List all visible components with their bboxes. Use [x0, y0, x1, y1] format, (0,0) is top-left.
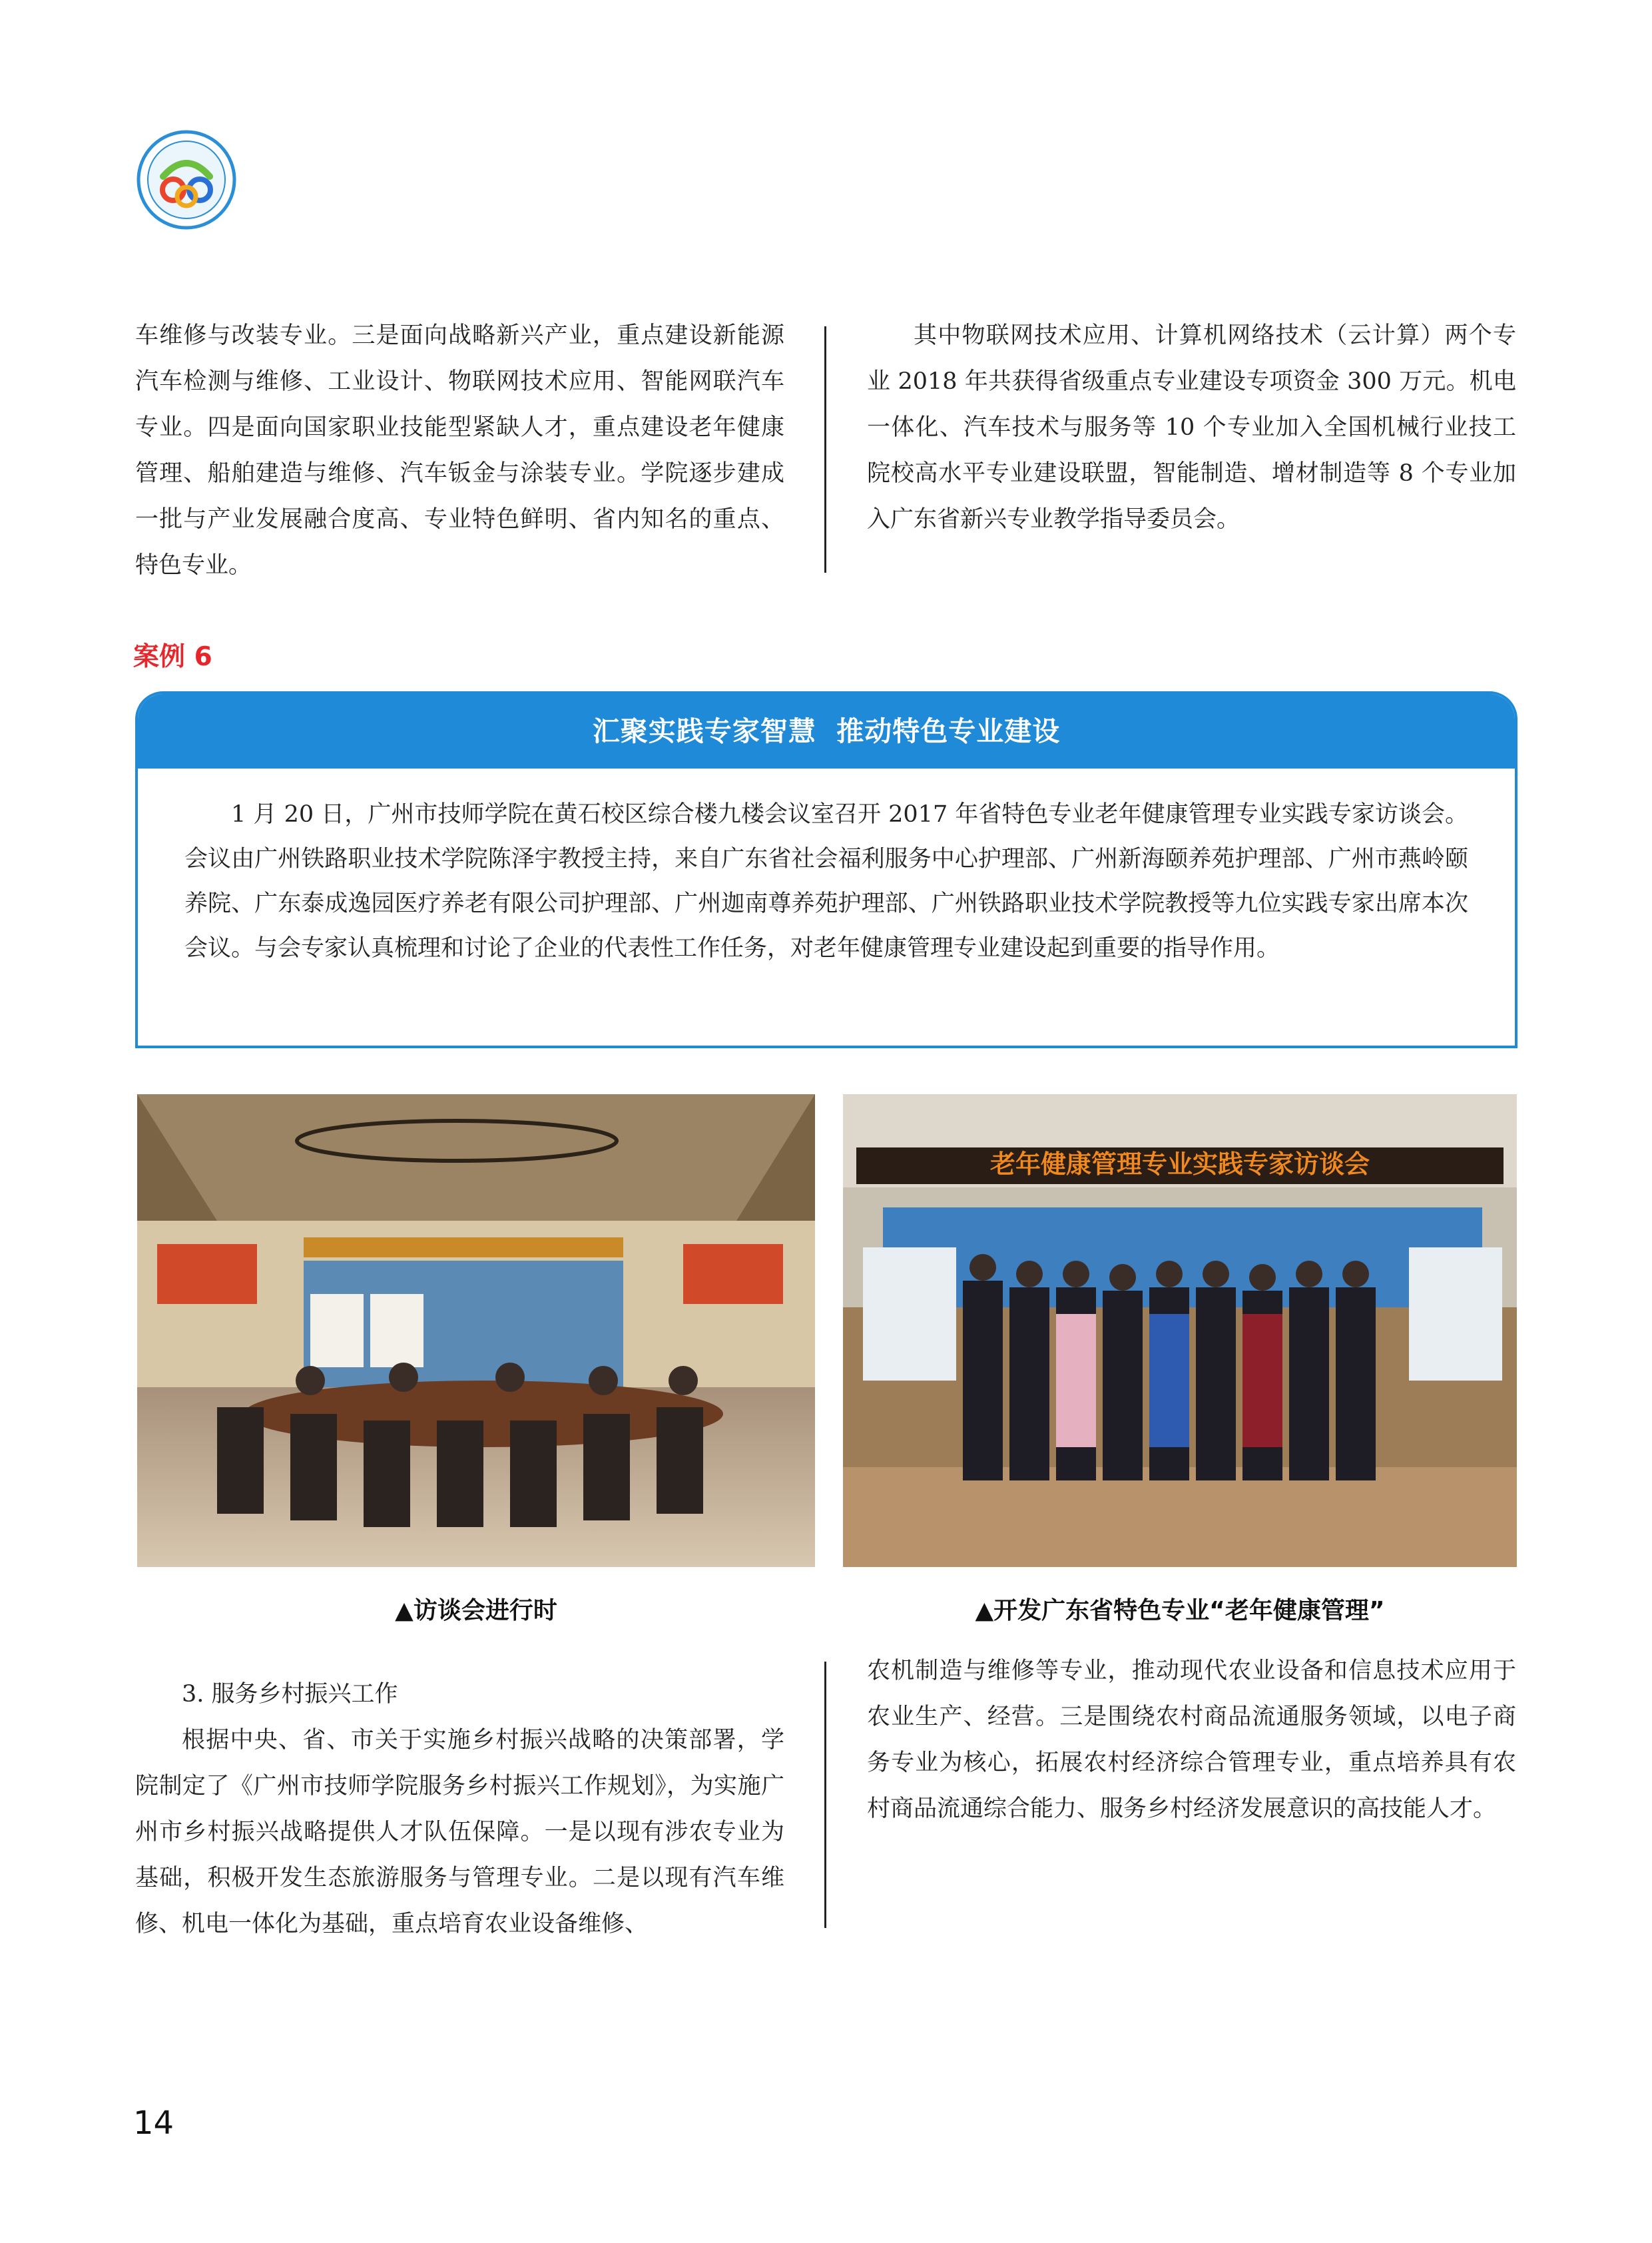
case-box [135, 691, 1517, 1048]
top-right-paragraph: 其中物联网技术应用、计算机网络技术（云计算）两个专业 2018 年共获得省级重点专业建设专项资金 300 万元。机电一体化、汽车技术与服务等 10 个专业加入全国机械行业技工院校高水平专业建设联盟，智能制造、增材制造等 8 个专业加入广东省新兴专业教学指导委员会。 [867, 322, 1516, 533]
bottom-right-paragraph: 农机制造与维修等专业，推动现代农业设备和信息技术应用于农业生产、经营。三是围绕农村商品流通服务领域，以电子商务专业为核心，拓展农村经济综合管理专业，重点培养具有农村商品流通综合能力、服务乡村经济发展意识的高技能人才。 [867, 1658, 1516, 1822]
case-body [138, 769, 1515, 971]
case-paragraph: 1 月 20 日，广州市技师学院在黄石校区综合楼九楼会议室召开 2017 年省特色专业老年健康管理专业实践专家访谈会。会议由广州铁路职业技术学院陈泽宇教授主持，来自广东省社会福利服务中心护理部、广州新海颐养苑护理部、广州市燕岭颐养院、广东泰成逸园医疗养老有限公司护理部、广州迦南尊养苑护理部、广州铁路职业技术学院教授等九位实践专家出席本次会议。与会专家认真梳理和讨论了企业的代表性工作任务，对老年健康管理专业建设起到重要的指导作用。 [184, 801, 1468, 962]
case-label: 案例 6 [133, 642, 212, 672]
section-heading: 3. 服务乡村振兴工作 [182, 1681, 398, 1708]
banner-text: 老年健康管理专业实践专家访谈会 [989, 1149, 1370, 1179]
page-number: 14 [133, 2104, 174, 2142]
bottom-left-paragraph: 根据中央、省、市关于实施乡村振兴战略的决策部署，学院制定了《广州市技师学院服务乡村振兴工作规划》，为实施广州市乡村振兴战略提供人才队伍保障。一是以现有涉农专业为基础，积极开发生态旅游服务与管理专业。二是以现有汽车维修、机电一体化为基础，重点培育农业设备维修、 [135, 1727, 784, 1937]
group-photo-caption: ▲开发广东省特色专业“老年健康管理” [975, 1597, 1385, 1624]
bottom-right-column [867, 1648, 1516, 1832]
column-divider-top [824, 326, 826, 573]
top-left-column [135, 313, 784, 589]
column-divider-bottom [824, 1662, 826, 1928]
top-left-paragraph: 车维修与改装专业。三是面向战略新兴产业，重点建设新能源汽车检测与维修、工业设计、物联网技术应用、智能网联汽车专业。四是面向国家职业技能型紧缺人才，重点建设老年健康管理、船舶建造与维修、汽车钣金与涂装专业。学院逐步建成一批与产业发展融合度高、专业特色鲜明、省内知名的重点、特色专业。 [135, 322, 784, 579]
top-right-column [867, 313, 1516, 543]
group-photo [843, 1094, 1517, 1567]
bottom-left-column [135, 1672, 784, 1947]
school-logo-icon [137, 130, 236, 230]
meeting-photo-caption: ▲访谈会进行时 [395, 1597, 557, 1624]
case-title: 汇聚实践专家智慧 推动特色专业建设 [138, 694, 1515, 769]
meeting-photo [137, 1094, 815, 1567]
